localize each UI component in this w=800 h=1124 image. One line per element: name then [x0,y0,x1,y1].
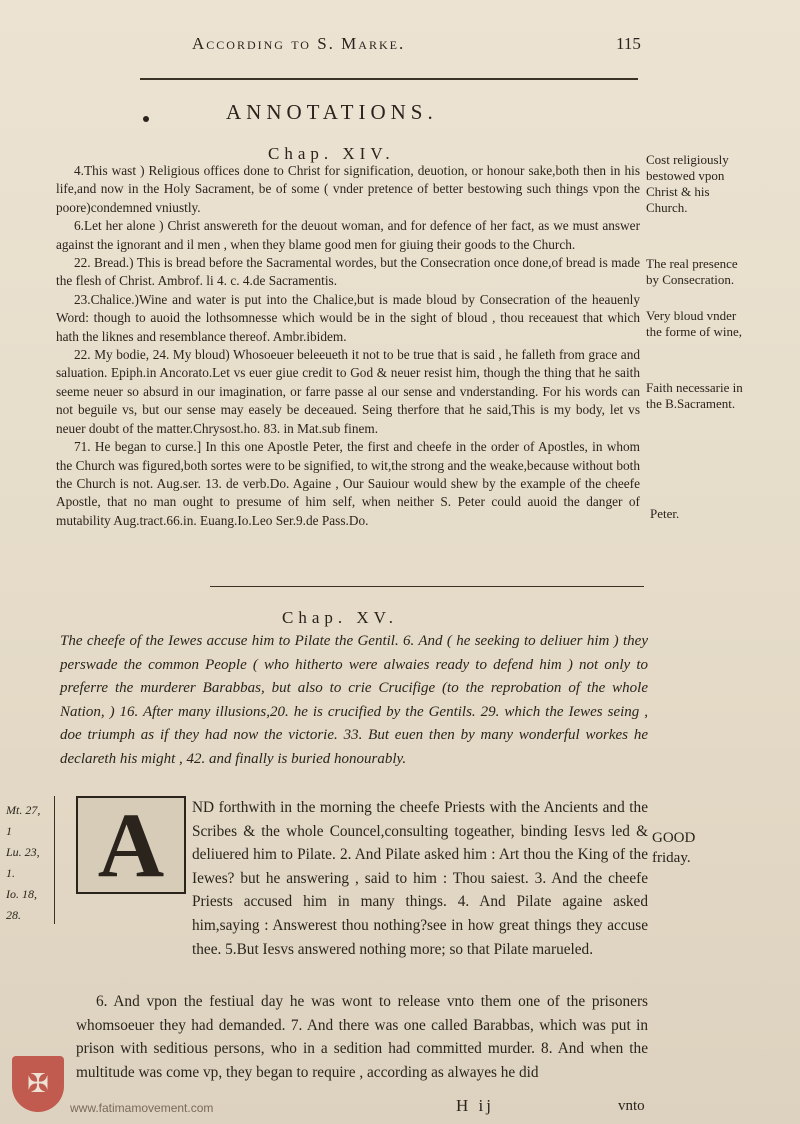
body-paragraph: ND forthwith in the morning the cheefe Priests with the Ancients and the Scribes & the whole Councel,consulting togeather, binding Iesvs led & deliuered him to Pilate. 2. And Pilate asked him : Art thou the King of the Iewes? but he answering , said to him : Thou saiest. 3. And the cheefe Priests accused him in many things. 4. And Pilate againe asked him,saying : Answerest thou nothing?see in how great things they accuse thee. 5.But Iesvs answered nothing more; so that Pilate marueled. [192,799,648,958]
reference: 1 [6,824,12,838]
fatima-logo: ✠ [12,1056,64,1112]
catchword: vnto [618,1098,645,1114]
watermark-url: www.fatimamovement.com [70,1101,214,1115]
running-head: According to S. Marke. [192,34,406,53]
bullet-mark [143,116,149,122]
reference: Mt. 27, [6,803,41,817]
chapter-xiv-heading: Chap. XIV. [268,144,395,163]
margin-note: Faith necessarie in the B.Sacrament. [646,380,743,411]
annotation-paragraph: 22. Bread.) This is bread before the Sacramental wordes, but the Consecration once done,of bread is made the flesh of Christ. Ambrof. li 4. c. 4.de Sacramentis. [56,255,640,289]
signature-mark: H ij [456,1096,494,1115]
margin-rule [54,796,55,924]
reference: 1. [6,866,15,880]
margin-note: Peter. [650,506,680,521]
chapter-body-continued [76,990,648,1084]
margin-note: The real presence by Consecration. [646,256,738,287]
chapter-body [192,796,648,961]
annotations-title: ANNOTATIONS. [226,100,438,124]
reference: 28. [6,908,21,922]
section-rule [210,586,644,587]
annotation-paragraph: 23.Chalice.)Wine and water is put into the Chalice,but is made bloud by Consecration of the heauenly Word: though to auoid the lothsomnesse which would be in the sight of bloud , thou receauest that which hath the liknes and resemblance thereof. Ambr.ibidem. [56,291,640,344]
reference: Lu. 23, [6,845,40,859]
reference: Io. 18, [6,887,37,901]
chapter-summary: The cheefe of the Iewes accuse him to Pilate the Gentil. 6. And ( he seeking to deliuer him ) they perswade the common People ( who hitherto were alwaies ready to defend him ) not only to preferre the murderer Barabbas, but also to crie Crucifige (to the reprobation of the whole Nation, ) 16. After many illusions,20. he is crucified by the Gentils. 29. which the Iewes seing , doe triumph as if they had now the victorie. 33. But euen then by many wonderful workes he declareth his might , 42. and finally is buried honourably. [60,633,648,767]
annotation-paragraph: 6.Let her alone ) Christ answereth for the deuout woman, and for defence of her fact, as we must answer against the ignorant and il men , when they blame good men for giuing their goods to the Church. [56,218,640,252]
good-friday-note: GOOD friday. [652,830,696,866]
body-paragraph: 6. And vpon the festiual day he was wont to release vnto them one of the prisoners whomsoeuer they had demanded. 7. And there was one called Barabbas, which was put in prison with seditious persons, who in a sedition had committed murder. 8. And when the multitude was come vp, they began to require , according as alwayes he did [76,993,648,1081]
drop-cap: A [76,796,186,894]
margin-note: Cost religiously bestowed vpon Christ & his Church. [646,152,729,215]
left-margin-references [6,800,40,926]
chapter-xv-heading: Chap. XV. [282,608,398,627]
annotations-text [56,162,640,530]
annotation-paragraph: 71. He began to curse.] In this one Apostle Peter, the first and cheefe in the order of Apostles, in whom the Church was figured,both sortes were to be signified, to wit,the strong and the weake,because without both the Church is not. Aug.ser. 13. de verb.Do. Againe , Our Sauiour would shew by the example of the cheefe Apostle, that no man ought to presume of him self, when neither S. Peter could auoid the danger of mutability Aug.tract.66.in. Euang.Io.Leo Ser.9.de Pass.Do. [56,439,640,528]
header-rule [140,78,638,80]
margin-note: Very bloud vnder the forme of wine, [646,308,743,339]
annotation-paragraph: 4.This wast ) Religious offices done to Christ for signification, deuotion, or honour sake,both then in his life,and now in the Holy Sacrament, be of some ( vnder pretence of better bestowing such things vpon the poore)condemned vniustly. [56,163,640,215]
annotation-paragraph: 22. My bodie, 24. My bloud) Whosoeuer beleeueth it not to be true that is said , he falleth from grace and saluation. Epiph.in Ancorato.Let vs euer giue credit to God & neuer resist him, though the thing that he saith seeme neuer so absurd in our imagination, or farre passe al our sense and vnderstanding. For his words can not beguile vs, but our sense may easely be deceaued. Seing therfore that he said,This is my body, let vs neuer doubt of the matter.Chrysost.ho. 83. in Mat.sub finem. [56,347,640,436]
page-number: 115 [616,34,641,53]
